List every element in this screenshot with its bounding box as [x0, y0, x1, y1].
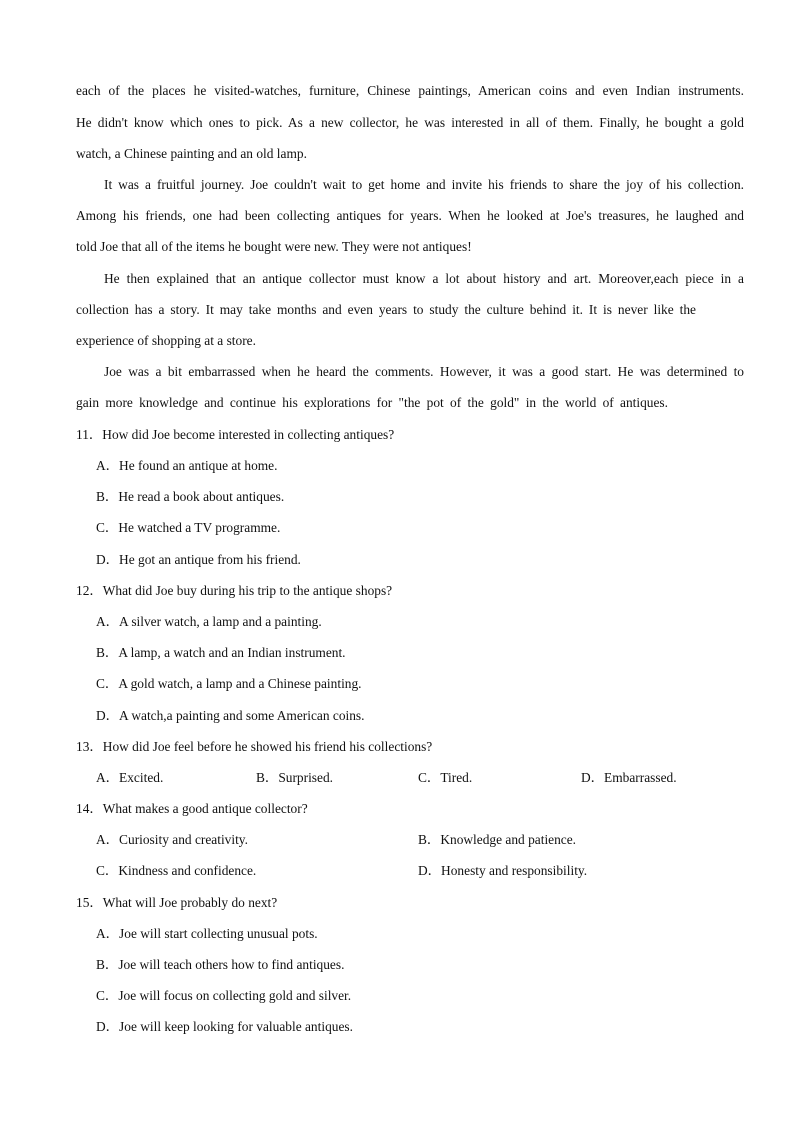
answer-option: A．Joe will start collecting unusual pots. — [96, 926, 318, 941]
answer-option: A．A silver watch, a lamp and a painting. — [96, 614, 322, 629]
answer-option: B．A lamp, a watch and an Indian instrument. — [96, 645, 346, 660]
answer-option: B．He read a book about antiques. — [96, 489, 285, 504]
passage-line: collection has a story. It may take months and even years to study the culture behind it. It is never like the — [76, 302, 696, 317]
answer-option: C．He watched a TV programme. — [96, 520, 281, 535]
question-stem: 12．What did Joe buy during his trip to the antique shops? — [76, 583, 393, 598]
answer-option: C．Kindness and confidence. — [96, 863, 257, 878]
passage-line: watch, a Chinese painting and an old lamp. — [76, 146, 307, 161]
passage-line: each of the places he visited-watches, furniture, Chinese paintings, American coins and even Indian instruments. — [76, 83, 744, 98]
answer-option: D．Embarrassed. — [581, 770, 677, 785]
answer-option: C．Joe will focus on collecting gold and silver. — [96, 988, 352, 1003]
answer-option: D．Joe will keep looking for valuable antiques. — [96, 1019, 353, 1034]
passage-line: experience of shopping at a store. — [76, 333, 256, 348]
answer-option: D．Honesty and responsibility. — [418, 863, 588, 878]
answer-option: B．Knowledge and patience. — [418, 832, 577, 847]
answer-option: A．Excited. — [96, 770, 164, 785]
answer-option: C．Tired. — [418, 770, 473, 785]
passage-line: Among his friends, one had been collecting antiques for years. When he looked at Joe's treasures, he laughed and — [76, 208, 744, 223]
question-stem: 15．What will Joe probably do next? — [76, 895, 278, 910]
answer-option: D．He got an antique from his friend. — [96, 552, 301, 567]
question-stem: 11．How did Joe become interested in collecting antiques? — [76, 427, 395, 442]
passage-line: He then explained that an antique collector must know a lot about history and art. Moreover,each piece in a — [104, 271, 744, 286]
answer-option: D．A watch,a painting and some American coins. — [96, 708, 365, 723]
question-stem: 13．How did Joe feel before he showed his friend his collections? — [76, 739, 433, 754]
answer-option: B．Joe will teach others how to find antiques. — [96, 957, 345, 972]
passage-line: It was a fruitful journey. Joe couldn't wait to get home and invite his friends to share the joy of his collection. — [104, 177, 744, 192]
passage-line: gain more knowledge and continue his explorations for "the pot of the gold" in the world of antiques. — [76, 395, 668, 410]
answer-option: A．Curiosity and creativity. — [96, 832, 248, 847]
answer-option: B．Surprised. — [256, 770, 333, 785]
passage-line: He didn't know which ones to pick. As a new collector, he was interested in all of them. Finally, he bought a gold — [76, 115, 744, 130]
answer-option: A．He found an antique at home. — [96, 458, 278, 473]
passage-line: Joe was a bit embarrassed when he heard the comments. However, it was a good start. He was determined to — [104, 364, 744, 379]
answer-option: C．A gold watch, a lamp and a Chinese painting. — [96, 676, 362, 691]
question-stem: 14．What makes a good antique collector? — [76, 801, 308, 816]
passage-line: told Joe that all of the items he bought were new. They were not antiques! — [76, 239, 472, 254]
